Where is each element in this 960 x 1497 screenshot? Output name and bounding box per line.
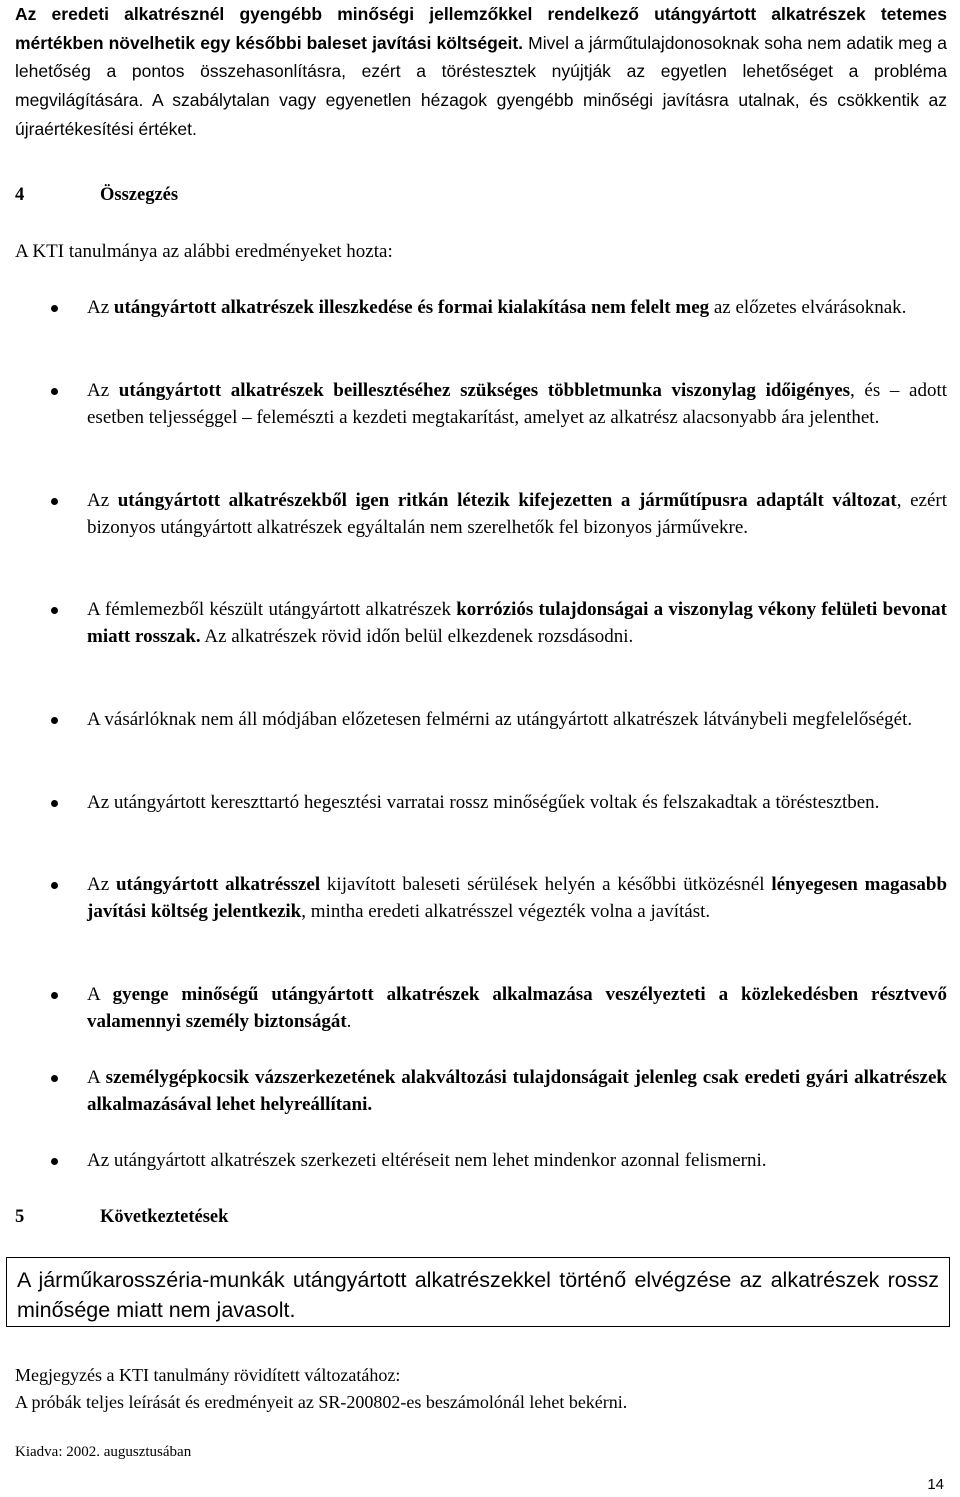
finding-text: Az utángyártott alkatrészek szerkezeti eltéréseit nem lehet mindenkor azonnal felismerni.	[87, 1150, 767, 1171]
finding-item	[87, 596, 947, 650]
intro-paragraph	[15, 0, 947, 144]
intro-bold-text: Az eredeti alkatrésznél gyengébb minőségi jellemzőkkel rendelkező utángyártott alkatrészek tetemes mértékben növelhetik egy későbbi baleset javítási költségeit.	[15, 4, 947, 53]
finding-item	[87, 981, 947, 1035]
bullet-dot-icon	[51, 607, 58, 614]
finding-item	[87, 294, 947, 321]
bullet-dot-icon	[51, 388, 58, 395]
finding-bold-text: utángyártott alkatrésszel	[115, 874, 321, 895]
finding-bold-text: utángyártott alkatrészekből igen ritkán létezik kifejezetten a járműtípusra adaptált változat	[117, 490, 897, 511]
finding-item	[87, 789, 947, 816]
section-4-lead: A KTI tanulmánya az alábbi eredményeket hozta:	[15, 241, 393, 262]
bullet-dot-icon	[51, 800, 58, 807]
finding-item	[87, 377, 947, 431]
finding-text: .	[346, 1011, 352, 1032]
bullet-dot-icon	[51, 498, 58, 505]
finding-text: az előzetes elvárásoknak.	[709, 297, 907, 318]
finding-text: kijavított baleseti sérülések helyén a későbbi ütközésnél	[320, 874, 772, 895]
finding-text: A	[87, 984, 113, 1005]
section-4-heading	[15, 185, 178, 206]
note-line-2: A próbák teljes leírását és eredményeit az SR-200802-es beszámolónál lehet bekérni.	[15, 1392, 628, 1412]
finding-item	[87, 487, 947, 541]
bullet-dot-icon	[51, 992, 58, 999]
section-5-number: 5	[15, 1207, 25, 1227]
finding-text: , és – adott esetben teljességgel – felemészti a kezdeti megtakarítást, amelyet az alkatrész alacsonyabb ára jelenthet.	[87, 380, 948, 428]
finding-item	[87, 706, 947, 733]
finding-text: , ezért bizonyos utángyártott alkatrészek egyáltalán nem szerelhetők fel bizonyos járművekre.	[87, 490, 947, 538]
section-5-heading	[15, 1207, 228, 1228]
section-4-number: 4	[15, 185, 25, 205]
issued-date: Kiadva: 2002. augusztusában	[15, 1444, 192, 1460]
finding-item	[87, 1147, 947, 1174]
bullet-dot-icon	[51, 1158, 58, 1165]
finding-bold-text: utángyártott alkatrészek illeszkedése és formai kialakítása nem felelt meg	[113, 297, 710, 318]
finding-bold-text: korróziós tulajdonságai a viszonylag vékony felületi bevonat miatt rosszak.	[87, 599, 947, 647]
finding-text: Az	[87, 380, 119, 401]
finding-text: A	[87, 1067, 106, 1088]
bullet-dot-icon	[51, 882, 58, 889]
finding-text: Az	[87, 874, 116, 895]
bullet-dot-icon	[51, 1075, 58, 1082]
bullet-dot-icon	[51, 717, 58, 724]
bullet-dot-icon	[51, 305, 58, 312]
section-4-title: Összegzés	[100, 185, 179, 205]
finding-text: Az alkatrészek rövid időn belül elkezdenek rozsdásodni.	[200, 626, 634, 647]
conclusion-box: A járműkarosszéria-munkák utángyártott alkatrészekkel történő elvégzése az alkatrészek rossz minősége miatt nem javasolt.	[6, 1257, 950, 1327]
finding-text: A vásárlóknak nem áll módjában előzetesen felmérni az utángyártott alkatrészek látványbeli megfelelőségét.	[87, 709, 913, 730]
note-line-1: Megjegyzés a KTI tanulmány rövidített változatához:	[15, 1365, 401, 1385]
page-number: 14	[927, 1476, 944, 1493]
section-5-title: Következtetések	[100, 1207, 229, 1227]
finding-text: Az	[87, 490, 118, 511]
finding-text: , mintha eredeti alkatrésszel végezték volna a javítást.	[301, 901, 711, 922]
finding-text: Az	[87, 297, 114, 318]
finding-bold-text: személygépkocsik vázszerkezetének alakváltozási tulajdonságait jelenleg csak eredeti gyári alkatrészek alkalmazásával lehet helyreállítani.	[87, 1067, 947, 1115]
finding-item	[87, 871, 947, 925]
finding-item	[87, 1064, 947, 1118]
finding-bold-text: lényegesen magasabb javítási költség jelentkezik	[87, 874, 948, 922]
intro-rest-text: Mivel a járműtulajdonosoknak soha nem adatik meg a lehetőség a pontos összehasonlításra, ezért a töréstesztek nyújtják az egyetlen lehetőséget a probléma megvilágítására. A szabálytalan vagy egyenetlen hézagok gyengébb minőségi javításra utalnak, és csökkentik az újraértékesítési értéket.	[15, 32, 948, 139]
finding-text: Az utángyártott kereszttartó hegesztési varratai rossz minőségűek voltak és felszakadtak a töréstesztben.	[87, 792, 880, 813]
finding-text: A fémlemezből készült utángyártott alkatrészek	[87, 599, 457, 620]
finding-bold-text: gyenge minőségű utángyártott alkatrészek alkalmazása veszélyezteti a közlekedésben résztvevő valamennyi személy biztonságát	[87, 984, 947, 1032]
finding-bold-text: utángyártott alkatrészek beillesztéséhez szükséges többletmunka viszonylag időigényes	[118, 380, 851, 401]
